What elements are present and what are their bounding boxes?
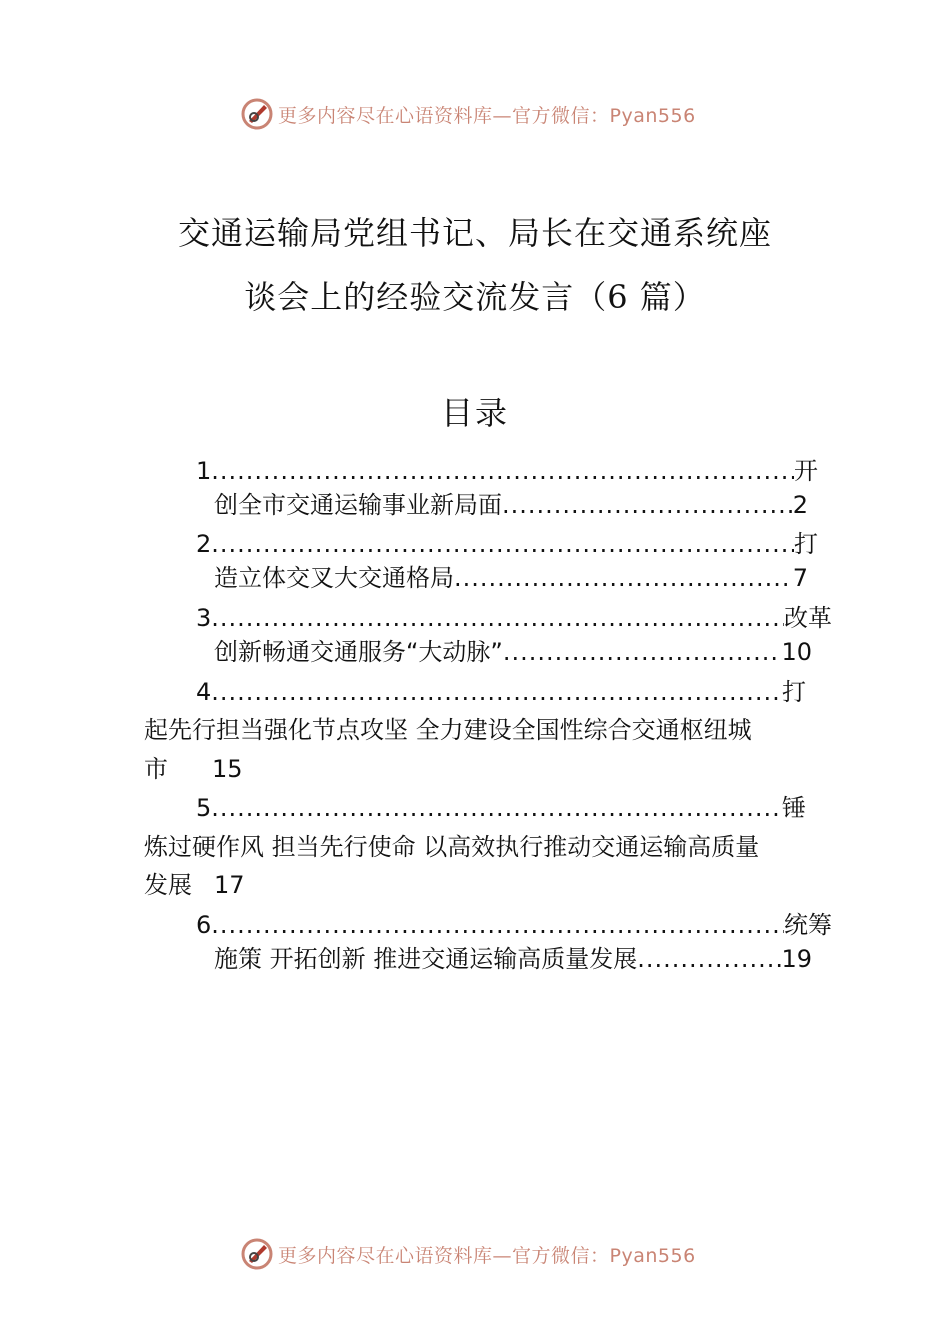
- dot-leader: [454, 562, 793, 594]
- banner-handle: Pyan556: [609, 104, 696, 127]
- banner-text: 更多内容尽在心语资料库—官方微信：Pyan556: [278, 1244, 696, 1267]
- banner-text: 更多内容尽在心语资料库—官方微信：Pyan556: [278, 104, 696, 127]
- banner-handle: Pyan556: [609, 1244, 696, 1267]
- toc-entry-3-line-2[interactable]: 创新畅通交通服务“大动脉” ..... 10: [214, 636, 812, 668]
- toc-entry-3-line-1[interactable]: 3 ..... 改革: [196, 602, 832, 634]
- dot-leader: [637, 943, 781, 975]
- dot-leader: [211, 792, 782, 824]
- toc-entry-4-page: 15: [212, 755, 243, 783]
- toc-entry-5-page: 17: [214, 871, 245, 899]
- dot-leader: [211, 602, 784, 634]
- toc-entry-5-line-1[interactable]: 5 ..... 锤: [196, 792, 806, 824]
- toc-entry-1-line-1[interactable]: 1 ..... 开: [196, 455, 818, 487]
- toc-entry-6-page: 19: [781, 945, 812, 973]
- toc-entry-6-line-2[interactable]: 施策 开拓创新 推进交通运输高质量发展 ..... 19: [214, 943, 812, 975]
- toc-entry-5-line-2[interactable]: 炼过硬作风 担当先行使命 以高效执行推动交通运输高质量: [144, 833, 760, 861]
- toc-entry-2-line-2[interactable]: 造立体交叉大交通格局 ..... 7: [214, 562, 808, 594]
- dot-leader: [211, 676, 782, 708]
- dot-leader: [502, 489, 793, 521]
- toc-entry-1-page: 2: [792, 491, 808, 519]
- toc-entry-3-page: 10: [781, 638, 812, 666]
- header-banner: [240, 96, 760, 132]
- document-title-line-2: 谈会上的经验交流发言（6 篇）: [244, 278, 706, 316]
- dot-leader: [211, 528, 794, 560]
- toc-entry-6-line-1[interactable]: 6 ..... 统筹: [196, 909, 832, 941]
- dot-leader: [503, 636, 782, 668]
- toc-entry-2-line-1[interactable]: 2 ..... 打: [196, 528, 818, 560]
- toc-heading: 目录: [440, 394, 509, 432]
- quill-logo-icon: [240, 1237, 274, 1271]
- toc-entry-5-line-3[interactable]: 发展 17: [144, 871, 245, 899]
- footer-banner: [240, 1236, 760, 1272]
- toc-entry-1-line-2[interactable]: 创全市交通运输事业新局面 ..... 2: [214, 489, 808, 521]
- toc-entry-4-line-1[interactable]: 4 ..... 打: [196, 676, 806, 708]
- toc-entry-4-line-2[interactable]: 起先行担当强化节点攻坚 全力建设全国性综合交通枢纽城: [144, 716, 752, 744]
- toc-entry-4-line-3[interactable]: 市 15: [144, 755, 243, 783]
- quill-logo-icon: [240, 97, 274, 131]
- document-title-line-1: 交通运输局党组书记、局长在交通系统座: [177, 214, 772, 252]
- dot-leader: [211, 455, 794, 487]
- dot-leader: [211, 909, 784, 941]
- toc-entry-2-page: 7: [792, 564, 808, 592]
